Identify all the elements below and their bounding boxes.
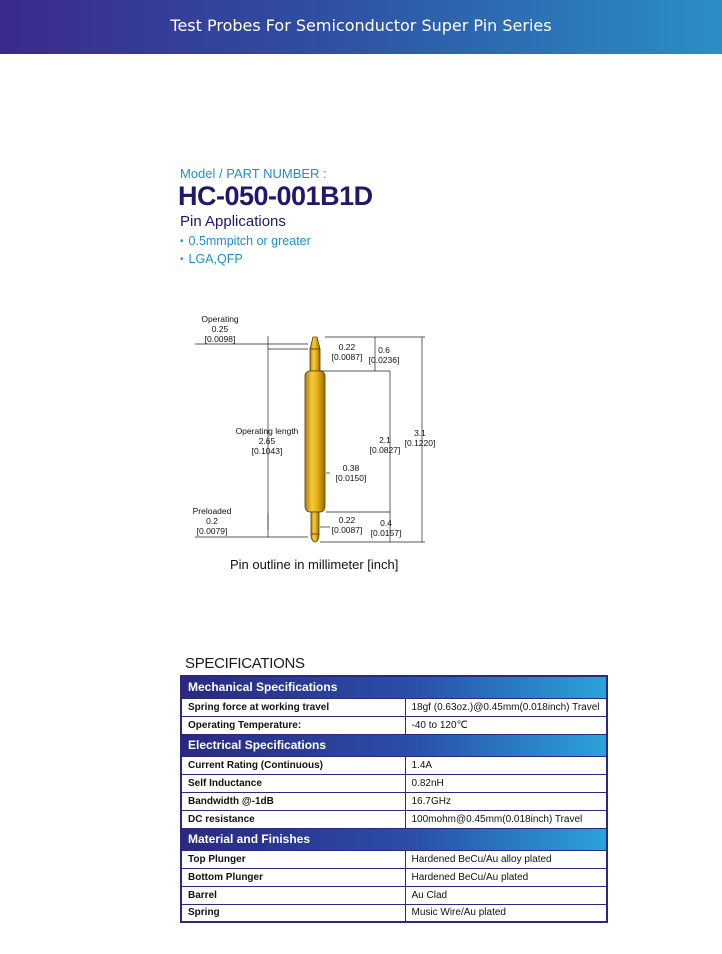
barrel-length-inch: [0.0827] [369, 445, 401, 455]
total-length-inch: [0.1220] [404, 438, 436, 448]
spec-value: Au Clad [405, 886, 607, 904]
spec-key: Operating Temperature: [181, 716, 405, 734]
table-row [181, 716, 607, 734]
spec-value: Hardened BeCu/Au alloy plated [405, 850, 607, 868]
spec-value: Music Wire/Au plated [405, 904, 607, 922]
bottom-diameter-inch: [0.0087] [331, 525, 363, 535]
top-plunger [310, 349, 320, 371]
spec-value: 1.4A [405, 756, 607, 774]
part-number: HC-050-001B1D [178, 181, 373, 211]
spec-value: 100mohm@0.45mm(0.018inch) Travel [405, 810, 607, 828]
table-row [181, 868, 607, 886]
table-row [181, 810, 607, 828]
applications-list [180, 233, 311, 269]
pin-applications-title: Pin Applications [180, 213, 286, 230]
operating-length-value: 2.65 [258, 436, 276, 446]
application-item: • 0.5mmpitch or greater [180, 233, 311, 251]
barrel-diameter-inch: [0.0150] [335, 473, 367, 483]
tip-diameter-value: 0.22 [338, 342, 356, 352]
application-item: • LGA,QFP [180, 251, 311, 269]
preloaded-value: 0.2 [206, 516, 218, 526]
tip-diameter-inch: [0.0087] [331, 352, 363, 362]
table-row [181, 698, 607, 716]
diagram-caption: Pin outline in millimeter [inch] [230, 557, 399, 572]
spec-key: Top Plunger [181, 850, 405, 868]
bottom-plunger-tip [311, 534, 319, 542]
table-row [181, 904, 607, 922]
operating-value: 0.25 [211, 324, 229, 334]
spec-value: 0.82nH [405, 774, 607, 792]
spec-value: Hardened BeCu/Au plated [405, 868, 607, 886]
specifications-title: SPECIFICATIONS [185, 655, 305, 672]
table-row [181, 756, 607, 774]
bottom-plunger [311, 512, 319, 534]
section-title: Mechanical Specifications [181, 676, 607, 698]
spec-value: 18gf (0.63oz.)@0.45mm(0.018inch) Travel [405, 698, 607, 716]
barrel [305, 371, 325, 512]
preloaded-inch: [0.0079] [196, 526, 228, 536]
section-title: Material and Finishes [181, 828, 607, 850]
tip-length-inch: [0.0236] [368, 355, 400, 365]
spec-key: Bandwidth @-1dB [181, 792, 405, 810]
spec-key: Bottom Plunger [181, 868, 405, 886]
pin-outline-diagram [180, 305, 450, 555]
top-plunger-tip [310, 337, 320, 349]
spec-key: Self Inductance [181, 774, 405, 792]
spec-value: 16.7GHz [405, 792, 607, 810]
preloaded-label: Preloaded [192, 506, 232, 516]
operating-length-label: Operating length [235, 426, 299, 436]
bottom-length-inch: [0.0157] [370, 528, 402, 538]
banner-title: Test Probes For Semiconductor Super Pin Series [170, 16, 552, 35]
total-length-value: 3.1 [414, 428, 426, 438]
operating-inch: [0.0098] [204, 334, 236, 344]
section-title: Electrical Specifications [181, 734, 607, 756]
tip-length-value: 0.6 [378, 345, 390, 355]
barrel-length-value: 2.1 [379, 435, 391, 445]
spec-key: Current Rating (Continuous) [181, 756, 405, 774]
spec-key: Barrel [181, 886, 405, 904]
section-header-electrical [181, 734, 607, 756]
spec-key: Spring force at working travel [181, 698, 405, 716]
spec-key: Spring [181, 904, 405, 922]
bottom-length-value: 0.4 [380, 518, 392, 528]
bottom-diameter-value: 0.22 [338, 515, 356, 525]
operating-label: Operating [201, 314, 239, 324]
table-row [181, 774, 607, 792]
section-header-materials [181, 828, 607, 850]
spec-key: DC resistance [181, 810, 405, 828]
spec-value: -40 to 120℃ [405, 716, 607, 734]
table-row [181, 886, 607, 904]
barrel-diameter-value: 0.38 [342, 463, 360, 473]
operating-length-inch: [0.1043] [251, 446, 283, 456]
specifications-table [180, 675, 608, 923]
section-header-mechanical [181, 676, 607, 698]
table-row [181, 850, 607, 868]
table-row [181, 792, 607, 810]
model-label: Model / PART NUMBER : [180, 166, 327, 181]
pin-shape [305, 337, 325, 542]
